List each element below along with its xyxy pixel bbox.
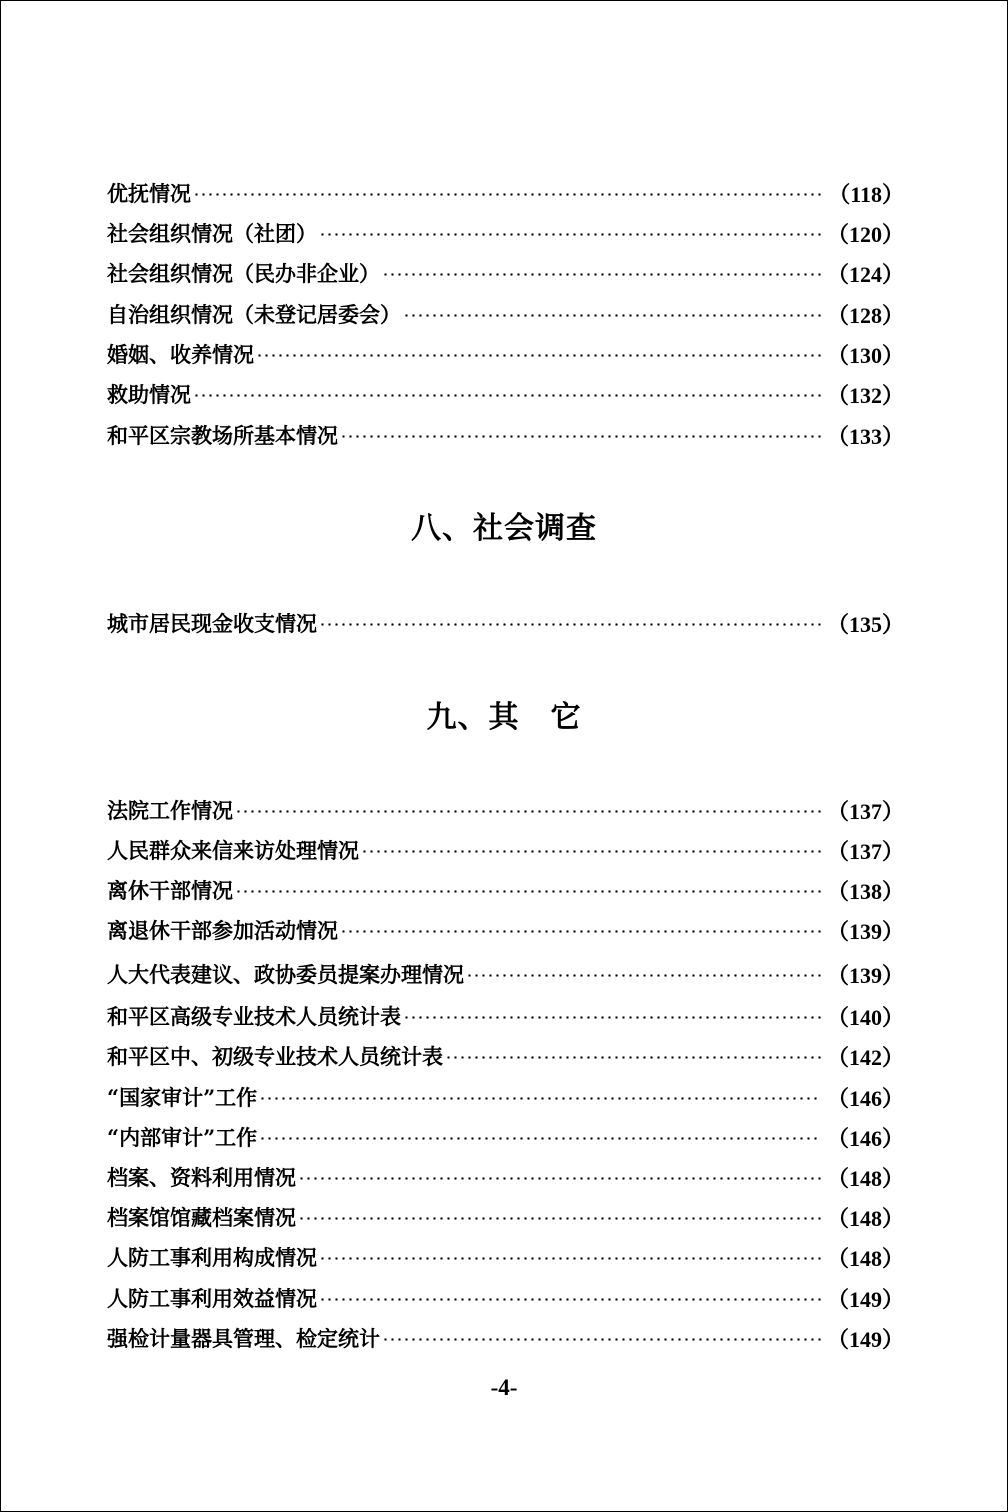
toc-entry-page: （138） <box>826 878 904 904</box>
toc-entry-page: （148） <box>826 1205 904 1231</box>
toc-entry-page: （135） <box>826 611 904 637</box>
toc-entry[interactable] <box>107 607 904 639</box>
toc-entry-title: 自治组织情况（未登记居委会） <box>107 302 401 327</box>
toc-entry-page: （140） <box>826 1004 904 1030</box>
toc-entry-page: （139） <box>826 962 904 988</box>
toc-entry-title: 和平区中、初级专业技术人员统计表 <box>107 1044 443 1069</box>
dot-leader <box>259 1137 821 1140</box>
toc-entry[interactable] <box>107 958 904 990</box>
toc-entry-title: 优抚情况 <box>107 181 191 206</box>
dot-leader <box>340 930 821 933</box>
toc-entry-title: 档案馆馆藏档案情况 <box>107 1205 296 1230</box>
toc-entry-title: “国家审计”工作 <box>107 1085 258 1110</box>
toc-entry-title: 人防工事利用效益情况 <box>107 1286 317 1311</box>
toc-entry[interactable] <box>107 914 904 946</box>
dot-leader <box>235 890 821 893</box>
toc-entry[interactable] <box>107 1282 904 1314</box>
toc-entry[interactable] <box>107 217 904 249</box>
section-heading: 八、社会调查 <box>411 511 597 546</box>
toc-entry-page: （137） <box>826 798 904 824</box>
toc-entry-title: 离退休干部参加活动情况 <box>107 918 338 943</box>
toc-entry-page: （118） <box>828 181 904 207</box>
toc-entry-title: 人大代表建议、政协委员提案办理情况 <box>107 962 464 987</box>
toc-entry[interactable] <box>107 378 904 410</box>
dot-leader <box>256 354 821 357</box>
toc-entry-title: 强检计量器具管理、检定统计 <box>107 1326 380 1351</box>
toc-entry-title: 社会组织情况（民办非企业） <box>107 261 380 286</box>
toc-entry[interactable] <box>107 419 904 451</box>
section-heading: 九、其 它 <box>426 700 582 735</box>
dot-leader <box>319 1257 821 1260</box>
toc-entry-page: （132） <box>826 382 904 408</box>
toc-entry-page: （133） <box>826 423 904 449</box>
toc-entry-page: （142） <box>826 1044 904 1070</box>
toc-entry[interactable] <box>107 257 904 289</box>
toc-entry-title: 和平区宗教场所基本情况 <box>107 423 338 448</box>
toc-entry-title: 离休干部情况 <box>107 878 233 903</box>
toc-entry[interactable] <box>107 177 904 209</box>
toc-entry-title: “内部审计”工作 <box>107 1125 258 1150</box>
dot-leader <box>319 233 821 236</box>
toc-entry-title: 社会组织情况（社团） <box>107 221 317 246</box>
toc-entry[interactable] <box>107 1201 904 1233</box>
toc-entry-title: 和平区高级专业技术人员统计表 <box>107 1004 401 1029</box>
dot-leader <box>319 623 821 626</box>
toc-entry-title: 人民群众来信来访处理情况 <box>107 838 359 863</box>
toc-entry[interactable] <box>107 1081 904 1113</box>
dot-leader <box>466 974 821 977</box>
dot-leader <box>298 1217 821 1220</box>
toc-entry-title: 法院工作情况 <box>107 798 233 823</box>
toc-entry[interactable] <box>107 298 904 330</box>
dot-leader <box>235 810 821 813</box>
toc-entry[interactable] <box>107 794 904 826</box>
toc-entry-page: （137） <box>826 838 904 864</box>
dot-leader <box>382 1338 821 1341</box>
dot-leader <box>193 193 822 196</box>
toc-entry[interactable] <box>107 1040 904 1072</box>
toc-entry[interactable] <box>107 1322 904 1354</box>
dot-leader <box>403 1016 821 1019</box>
toc-entry-page: （120） <box>826 221 904 247</box>
toc-entry[interactable] <box>107 1000 904 1032</box>
toc-entry-page: （148） <box>826 1165 904 1191</box>
dot-leader <box>319 1298 821 1301</box>
toc-entry-title: 城市居民现金收支情况 <box>107 611 317 636</box>
toc-entry-title: 婚姻、收养情况 <box>107 342 254 367</box>
dot-leader <box>259 1097 821 1100</box>
dot-leader <box>340 435 821 438</box>
toc-entry-title: 档案、资料利用情况 <box>107 1165 296 1190</box>
dot-leader <box>361 850 821 853</box>
toc-entry-title: 救助情况 <box>107 382 191 407</box>
toc-entry[interactable] <box>107 874 904 906</box>
toc-entry-page: （149） <box>826 1326 904 1352</box>
toc-entry-page: （148） <box>826 1245 904 1271</box>
toc-entry-page: （124） <box>826 261 904 287</box>
toc-entry[interactable] <box>107 1161 904 1193</box>
toc-entry-page: （146） <box>826 1125 904 1151</box>
toc-entry-page: （139） <box>826 918 904 944</box>
dot-leader <box>193 394 821 397</box>
toc-entry[interactable] <box>107 1121 904 1153</box>
dot-leader <box>382 273 821 276</box>
toc-entry-title: 人防工事利用构成情况 <box>107 1245 317 1270</box>
toc-entry-page: （130） <box>826 342 904 368</box>
toc-entry[interactable] <box>107 834 904 866</box>
dot-leader <box>403 314 821 317</box>
page-number: -4- <box>490 1375 518 1400</box>
toc-entry-page: （149） <box>826 1286 904 1312</box>
toc-entry[interactable] <box>107 1241 904 1273</box>
toc-entry-page: （128） <box>826 302 904 328</box>
dot-leader <box>298 1177 821 1180</box>
toc-entry-page: （146） <box>826 1085 904 1111</box>
dot-leader <box>445 1056 821 1059</box>
toc-entry[interactable] <box>107 338 904 370</box>
